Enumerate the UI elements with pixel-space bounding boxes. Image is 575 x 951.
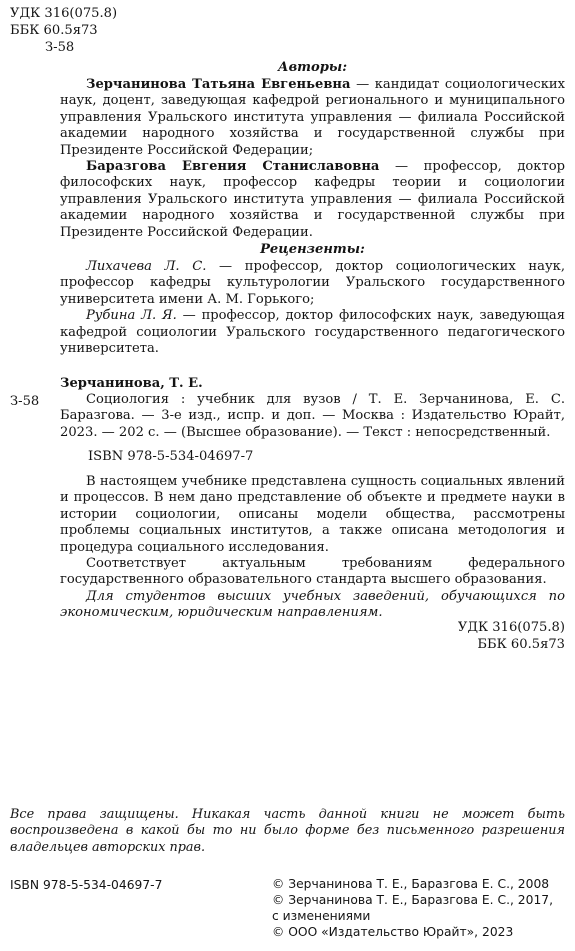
reviewers-title: Рецензенты:	[260, 242, 365, 257]
reviewer-name: Лихачева Л. С.	[86, 259, 207, 274]
rights-notice: Все права защищены. Никакая часть данной книги не может быть воспроизведена в какой бы то ни было форме без письменного разрешения владельцев авторских прав.	[10, 807, 565, 855]
author-entry	[60, 77, 565, 159]
author-mark-header: З-58	[45, 40, 75, 55]
author-entry	[60, 159, 565, 241]
author-desc: — профессор, доктор философских наук, профессор кафедры теории и социологии управления Уральского института управления — филиала Российской академии народного хозяйства и государственной службы при Президенте Российской Федерации.	[60, 159, 565, 240]
isbn-imprint: ISBN 978-5-534-04697-7	[10, 878, 163, 892]
bibliographic-description: Социология : учебник для вузов / Т. Е. Зерчанинова, Е. С. Баразгова. — 3-е изд., испр. и доп. — Москва : Издательство Юрайт, 2023. — 202 с. — (Высшее образование). — Текст : непосредственный.	[60, 392, 565, 440]
reviewer-desc: — профессор, доктор философских наук, заведующая кафедрой социологии Уральского государственного педагогического университета.	[60, 308, 565, 357]
udc-code-header: УДК 316(075.8)	[10, 6, 118, 21]
bbk-code-header: ББК 60.5я73	[10, 23, 98, 38]
author-desc: — кандидат социологических наук, доцент, заведующая кафедрой регионального и муниципального управления Уральского института управления — филиала Российской академии народного хозяйства и государственной службы при Президенте Российской Федерации;	[60, 77, 565, 158]
reviewer-entry	[60, 259, 565, 308]
author-name: Зерчанинова Татьяна Евгеньевна	[86, 77, 351, 92]
abstract-paragraph: В настоящем учебнике представлена сущность социальных явлений и процессов. В нем дано представление об объекте и предмете науки в истории социологии, описаны модели общества, рассмотрены проблемы социальных институтов, а также описана методология и процедура социального исследования.	[60, 474, 565, 555]
copyright-line: © ООО «Издательство Юрайт», 2023	[272, 924, 514, 939]
author-name: Баразгова Евгения Станиславовна	[86, 159, 380, 175]
copyright-line: © Зерчанинова Т. Е., Баразгова Е. С., 2008	[272, 877, 550, 891]
copyright-line: © Зерчанинова Т. Е., Баразгова Е. С., 2017,	[272, 892, 554, 907]
isbn-catalog: ISBN 978-5-534-04697-7	[88, 449, 254, 464]
abstract-block	[60, 474, 565, 622]
bbk-code-footer: ББК 60.5я73	[477, 637, 565, 652]
abstract-audience: Для студентов высших учебных заведений, обучающихся по экономическим, юридическим направлениям.	[60, 588, 565, 621]
margin-author-mark: З-58	[10, 394, 40, 409]
authors-block	[60, 77, 565, 241]
reviewers-block	[60, 259, 565, 357]
copyright-list	[272, 877, 553, 941]
reviewer-name: Рубина Л. Я.	[86, 308, 177, 324]
copyright-line: с изменениями	[272, 908, 371, 923]
reviewer-entry	[60, 308, 565, 357]
reviewer-desc: — профессор, доктор социологических наук, профессор кафедры культурологии Уральского государственного университета имени А. М. Горького;	[60, 259, 566, 307]
authors-title: Авторы:	[277, 60, 348, 75]
udc-code-footer: УДК 316(075.8)	[457, 620, 565, 635]
main-author-heading: Зерчанинова, Т. Е.	[60, 376, 203, 391]
abstract-paragraph: Соответствует актуальным требованиям федерального государственного образовательного стандарта высшего образования.	[60, 556, 565, 588]
